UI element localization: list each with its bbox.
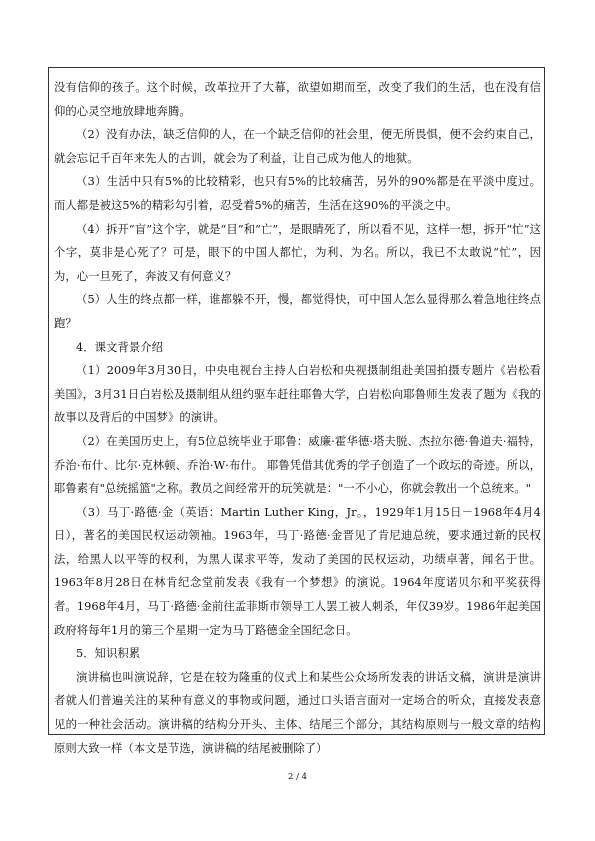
paragraph-quote-5: （5）人生的终点都一样，谁都躲不开，慢，都觉得快，可中国人怎么显得那么着急地往终点跑？ (54, 293, 541, 330)
section-heading-knowledge: 5．知识积累 (76, 647, 141, 661)
paragraph-quote-4: （4）拆开“盲”这个字，就是“目”和“亡”，是眼睛死了，所以看不见，这样一想，拆开“忙”这个字，莫非是心死了？可是，眼下的中国人都忙，为利、为名。所以，我已不太敢说“忙”，因为，心一旦死了，奔波又有何意义？ (54, 222, 541, 283)
paragraph-knowledge: 演讲稿也叫演说辞，它是在较为隆重的仪式上和某些公众场所发表的讲话文稿，演讲是演讲者就人们普遍关注的某种有意义的事物或问题，通过口头语言面对一定场合的听众，直接发表意见的一种社会活动。演讲稿的结构分开头、主体、结尾三个部分，其结构原则与一般文章的结构原则大致一样（本文是节选，演讲稿的结尾被删除了） (54, 670, 541, 755)
page-number: 2 / 4 (287, 772, 308, 782)
section-heading-background: 4．课文背景介绍 (76, 340, 164, 354)
paragraph-background-2: （2）在美国历史上，有5位总统毕业于耶鲁：威廉·霍华德·塔夫脱、杰拉尔德·鲁道夫·福特，乔治·布什、比尔·克林顿、乔治·W·布什。 耶鲁凭借其优秀的学子创造了一个政坛的奇迹。所以，耶鲁素有"总统摇篮"之称。教员之间经常开的玩笑就是："一不小心，你就会教出一个总统来。" (54, 434, 541, 496)
paragraph-background-1: （1）2009年3月30日，中央电视台主持人白岩松和央视摄制组赴美国拍摄专题片《岩松看美国》，3月31日白岩松及摄制组从纽约驱车赶往耶鲁大学，白岩松向耶鲁师生发表了题为《我的故事以及背后的中国梦》的演讲。 (54, 364, 541, 425)
paragraph-intro-continuation: 没有信仰的孩子。这个时候，改革拉开了大幕，欲望如期而至，改变了我们的生活，也在没有信仰的心灵空地放肆地奔腾。 (54, 81, 541, 118)
paragraph-background-3: （3）马丁·路德·金（英语：Martin Luther King，Jr。，1929年1月15日－1968年4月4日），著名的美国民权运动领袖。1963年，马丁·路德·金晋见了肯尼迪总统，要求通过新的民权法，给黑人以平等的权利，为黑人谋求平等，发动了美国的民权运动，功绩卓著，闻名于世。1963年8月28日在林肯纪念堂前发表《我有一个梦想》的演说。1964年度诺贝尔和平奖获得者。1968年4月，马丁·路德·金前往孟菲斯市领导工人罢工被人刺杀，年仅39岁。1986年起美国政府将每年1月的第三个星期一定为马丁路德金全国纪念日。 (54, 505, 541, 637)
paragraph-quote-3: （3）生活中只有5%的比较精彩，也只有5%的比较痛苦，另外的90%都是在平淡中度过。而人都是被这5%的精彩勾引着，忍受着5%的痛苦，生活在这90%的平淡之中。 (54, 175, 541, 212)
content-body (54, 76, 541, 760)
paragraph-quote-2: （2）没有办法，缺乏信仰的人，在一个缺乏信仰的社会里，便无所畏惧，便不会约束自己，就会忘记千百年来先人的古训，就会为了利益，让自己成为他人的地狱。 (54, 128, 541, 165)
